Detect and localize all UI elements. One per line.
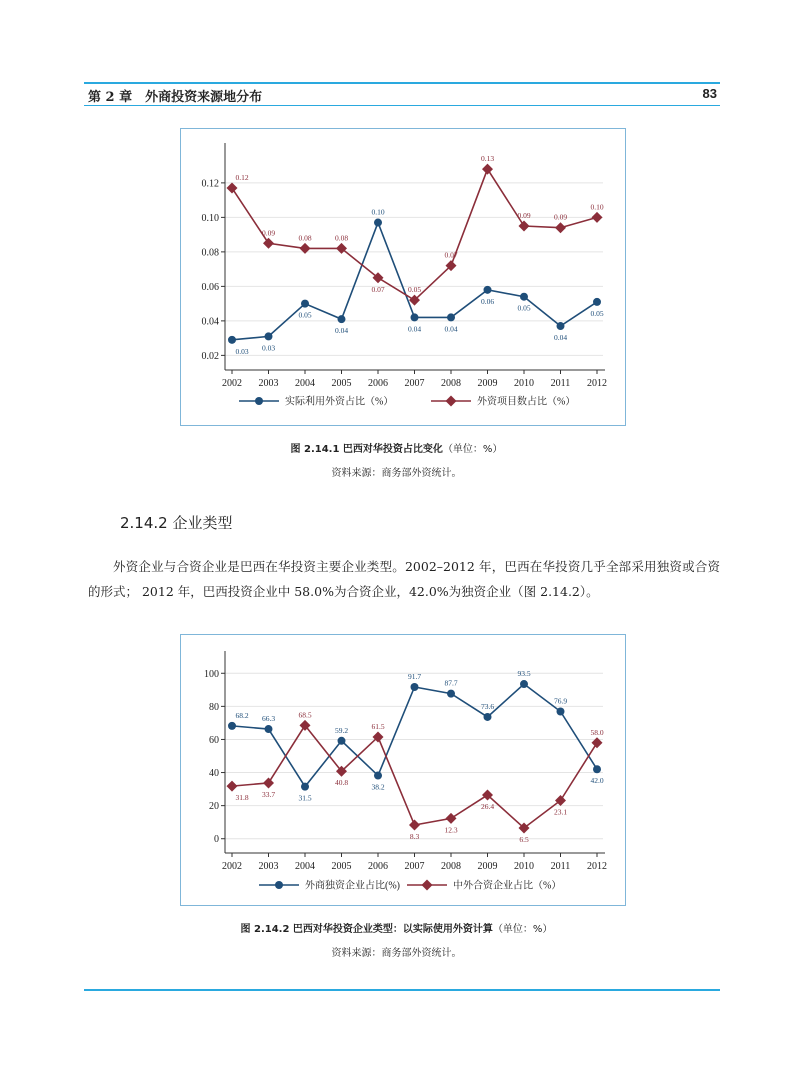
fig1-series-0-point: [265, 332, 273, 340]
fig2-ytick-label: 100: [204, 668, 219, 680]
fig1-ytick-label: 0.08: [201, 247, 219, 259]
fig2-xtick-label: 2003: [258, 861, 279, 872]
fig1-series-0-data-label: 0.05: [298, 310, 312, 320]
fig2-xtick-label: 2011: [550, 861, 571, 872]
fig1-series-1-data-label: 0.07: [444, 250, 458, 260]
fig2-xtick-label: 2009: [477, 861, 498, 872]
fig2-series-1-data-label: 6.5: [519, 834, 529, 844]
figure2-source: 资料来源：商务部外资统计。: [331, 948, 462, 959]
figure2-chart: [181, 635, 625, 905]
fig1-series-1-data-label: 0.09: [517, 211, 531, 220]
chapter-header: 第 2 章 外商投资来源地分布: [88, 90, 263, 105]
fig2-series-1-point: [446, 813, 457, 824]
body-paragraph: 外资企业与合资企业是巴西在华投资主要企业类型。2002–2012 年，巴西在华投资几乎全部采用独资或合资的形式； 2012 年，巴西投资企业中 58.0%为合资企业，42.0%为独资企业（图 2.14.2）。: [88, 559, 720, 599]
fig1-series-0-data-label: 0.04: [334, 326, 349, 336]
fig1-legend-marker-1: [446, 396, 457, 407]
fig1-series-0-data-label: 0.04: [553, 333, 568, 343]
fig2-ytick-label: 60: [209, 734, 219, 746]
fig2-series-1-data-label: 68.5: [298, 710, 312, 720]
fig1-series-1-point: [519, 221, 530, 232]
fig1-series-0-point: [301, 300, 309, 308]
fig2-series-0-data-label: 38.2: [371, 782, 385, 792]
fig2-series-0-data-label: 93.5: [517, 669, 531, 679]
fig1-series-0-line: [232, 223, 597, 343]
fig2-series-1-data-label: 23.1: [553, 807, 568, 817]
figure1-frame: [180, 128, 626, 426]
fig2-series-1-point: [227, 781, 238, 792]
fig1-series-1-data-label: 0.08: [334, 233, 349, 243]
fig2-ytick-label: 80: [209, 701, 219, 713]
fig2-series-0-point: [374, 772, 382, 780]
fig1-xtick-label: 2002: [222, 378, 242, 389]
fig2-series-0-data-label: 31.5: [298, 793, 312, 803]
fig2-xtick-label: 2002: [222, 861, 242, 872]
fig2-series-1-data-label: 40.8: [334, 778, 349, 788]
fig1-xtick-label: 2011: [550, 378, 571, 389]
fig2-series-1-data-label: 8.3: [409, 831, 420, 841]
fig2-series-0-data-label: 87.7: [444, 678, 458, 688]
fig1-series-1-data-label: 0.10: [590, 202, 604, 212]
fig1-series-0-data-label: 0.06: [480, 296, 495, 306]
bottom-rule: [84, 989, 720, 991]
fig1-series-1-point: [227, 183, 238, 194]
fig1-series-1-line: [232, 169, 597, 300]
fig1-series-0-data-label: 0.03: [261, 343, 276, 353]
figure2-caption-title: 图 2.14.2 巴西对华投资企业类型：以实际使用外资计算: [240, 924, 493, 935]
fig1-legend-marker-0: [255, 397, 263, 405]
fig1-xtick-label: 2010: [514, 378, 534, 389]
fig1-series-0-data-label: 0.04: [407, 324, 422, 334]
fig1-xtick-label: 2003: [258, 378, 279, 389]
header-rule: [84, 105, 720, 106]
fig1-series-1-data-label: 0.08: [298, 233, 312, 243]
fig1-series-1-point: [482, 164, 493, 175]
fig1-series-0-point: [374, 219, 382, 227]
fig2-series-0-point: [447, 690, 455, 698]
fig1-legend-label-0: 实际利用外资占比（%）: [285, 396, 394, 408]
fig1-ytick-label: 0.12: [201, 178, 219, 190]
fig2-series-1-data-label: 31.8: [235, 793, 249, 803]
fig2-xtick-label: 2004: [295, 861, 315, 872]
fig1-ytick-label: 0.04: [201, 316, 219, 328]
fig1-series-0-point: [338, 315, 346, 323]
fig2-series-0-point: [301, 783, 309, 791]
fig2-xtick-label: 2005: [331, 861, 352, 872]
top-rule: [84, 82, 720, 84]
figure1-source: 资料来源：商务部外资统计。: [331, 468, 462, 479]
fig1-xtick-label: 2008: [441, 378, 461, 389]
fig2-series-0-data-label: 42.0: [590, 776, 604, 786]
fig2-series-1-line: [232, 725, 597, 828]
fig2-xtick-label: 2006: [368, 861, 388, 872]
figure2-caption-unit: （单位：%）: [492, 924, 553, 935]
fig2-legend-marker-1: [422, 880, 433, 891]
fig1-xtick-label: 2012: [587, 378, 607, 389]
fig1-series-1-point: [263, 238, 274, 249]
fig1-series-0-point: [557, 322, 565, 330]
fig2-series-1-point: [409, 819, 420, 830]
fig1-series-0-data-label: 0.04: [444, 324, 458, 334]
fig2-legend-marker-0: [275, 881, 283, 889]
fig2-legend-label-0: 外商独资企业占比(%): [305, 880, 400, 892]
fig2-series-0-point: [557, 707, 565, 715]
fig1-xtick-label: 2007: [404, 378, 425, 389]
fig2-series-1-data-label: 12.3: [444, 825, 458, 835]
fig1-series-0-point: [228, 336, 236, 344]
fig2-series-0-point: [411, 683, 419, 691]
fig2-series-0-line: [232, 684, 597, 787]
fig2-ytick-label: 40: [209, 768, 219, 780]
fig1-series-0-point: [593, 298, 601, 306]
fig2-series-1-data-label: 26.4: [480, 802, 495, 812]
fig1-series-0-point: [447, 313, 455, 321]
fig2-series-1-point: [592, 737, 603, 748]
fig2-series-0-point: [484, 713, 492, 721]
figure1-caption-unit: （单位：%）: [442, 444, 503, 455]
fig1-series-0-data-label: 0.05: [517, 303, 531, 313]
fig2-series-1-data-label: 33.7: [261, 789, 276, 799]
fig2-series-0-data-label: 66.3: [261, 714, 276, 724]
fig2-series-0-data-label: 76.9: [553, 696, 568, 706]
fig1-series-1-data-label: 0.09: [553, 212, 568, 222]
fig1-xtick-label: 2009: [477, 378, 498, 389]
fig2-series-1-point: [263, 777, 274, 788]
fig2-series-0-point: [228, 722, 236, 730]
fig2-series-0-data-label: 68.2: [235, 710, 249, 720]
fig1-xtick-label: 2006: [368, 378, 388, 389]
fig1-series-0-point: [484, 286, 492, 294]
figure1-caption-title: 图 2.14.1 巴西对华投资占比变化: [290, 444, 443, 455]
fig1-xtick-label: 2004: [295, 378, 315, 389]
fig1-xtick-label: 2005: [331, 378, 352, 389]
fig2-series-0-point: [593, 765, 601, 773]
fig1-series-0-data-label: 0.10: [371, 207, 385, 217]
fig1-series-1-point: [555, 222, 566, 233]
fig1-series-0-point: [411, 313, 419, 321]
fig2-xtick-label: 2007: [404, 861, 425, 872]
fig2-series-0-data-label: 73.6: [480, 701, 495, 711]
figure1-caption: [0, 440, 793, 455]
figure2-frame: [180, 634, 626, 906]
fig2-series-0-point: [338, 737, 346, 745]
fig2-series-0-data-label: 59.2: [334, 725, 349, 735]
fig2-xtick-label: 2010: [514, 861, 534, 872]
fig1-series-1-data-label: 0.09: [261, 228, 276, 238]
fig2-legend-label-1: 中外合资企业占比（%）: [453, 880, 562, 892]
fig1-legend-label-1: 外资项目数占比（%）: [477, 396, 576, 408]
fig2-series-1-data-label: 58.0: [590, 727, 604, 737]
fig1-series-1-data-label: 0.05: [407, 285, 422, 295]
fig1-ytick-label: 0.02: [201, 350, 219, 362]
fig2-series-1-data-label: 61.5: [371, 721, 385, 731]
fig2-ytick-label: 0: [214, 834, 219, 846]
fig2-xtick-label: 2012: [587, 861, 607, 872]
fig2-series-0-point: [520, 680, 528, 688]
fig1-series-0-data-label: 0.05: [590, 308, 604, 318]
fig1-ytick-label: 0.10: [201, 212, 219, 224]
figure1-chart: [181, 129, 625, 425]
fig1-series-1-data-label: 0.12: [235, 173, 249, 183]
section-title: 2.14.2 企业类型: [120, 514, 233, 532]
fig1-series-1-data-label: 0.13: [480, 154, 495, 164]
fig1-ytick-label: 0.06: [201, 281, 219, 293]
fig1-series-0-data-label: 0.03: [235, 346, 249, 356]
fig1-series-1-point: [592, 212, 603, 223]
fig2-xtick-label: 2008: [441, 861, 461, 872]
figure2-caption: [0, 920, 793, 935]
page-number: 83: [702, 86, 717, 101]
fig2-ytick-label: 20: [209, 801, 219, 813]
fig2-series-0-point: [265, 725, 273, 733]
fig1-series-0-point: [520, 293, 528, 301]
fig2-series-0-data-label: 91.7: [407, 672, 422, 682]
fig1-series-1-data-label: 0.07: [371, 284, 385, 294]
